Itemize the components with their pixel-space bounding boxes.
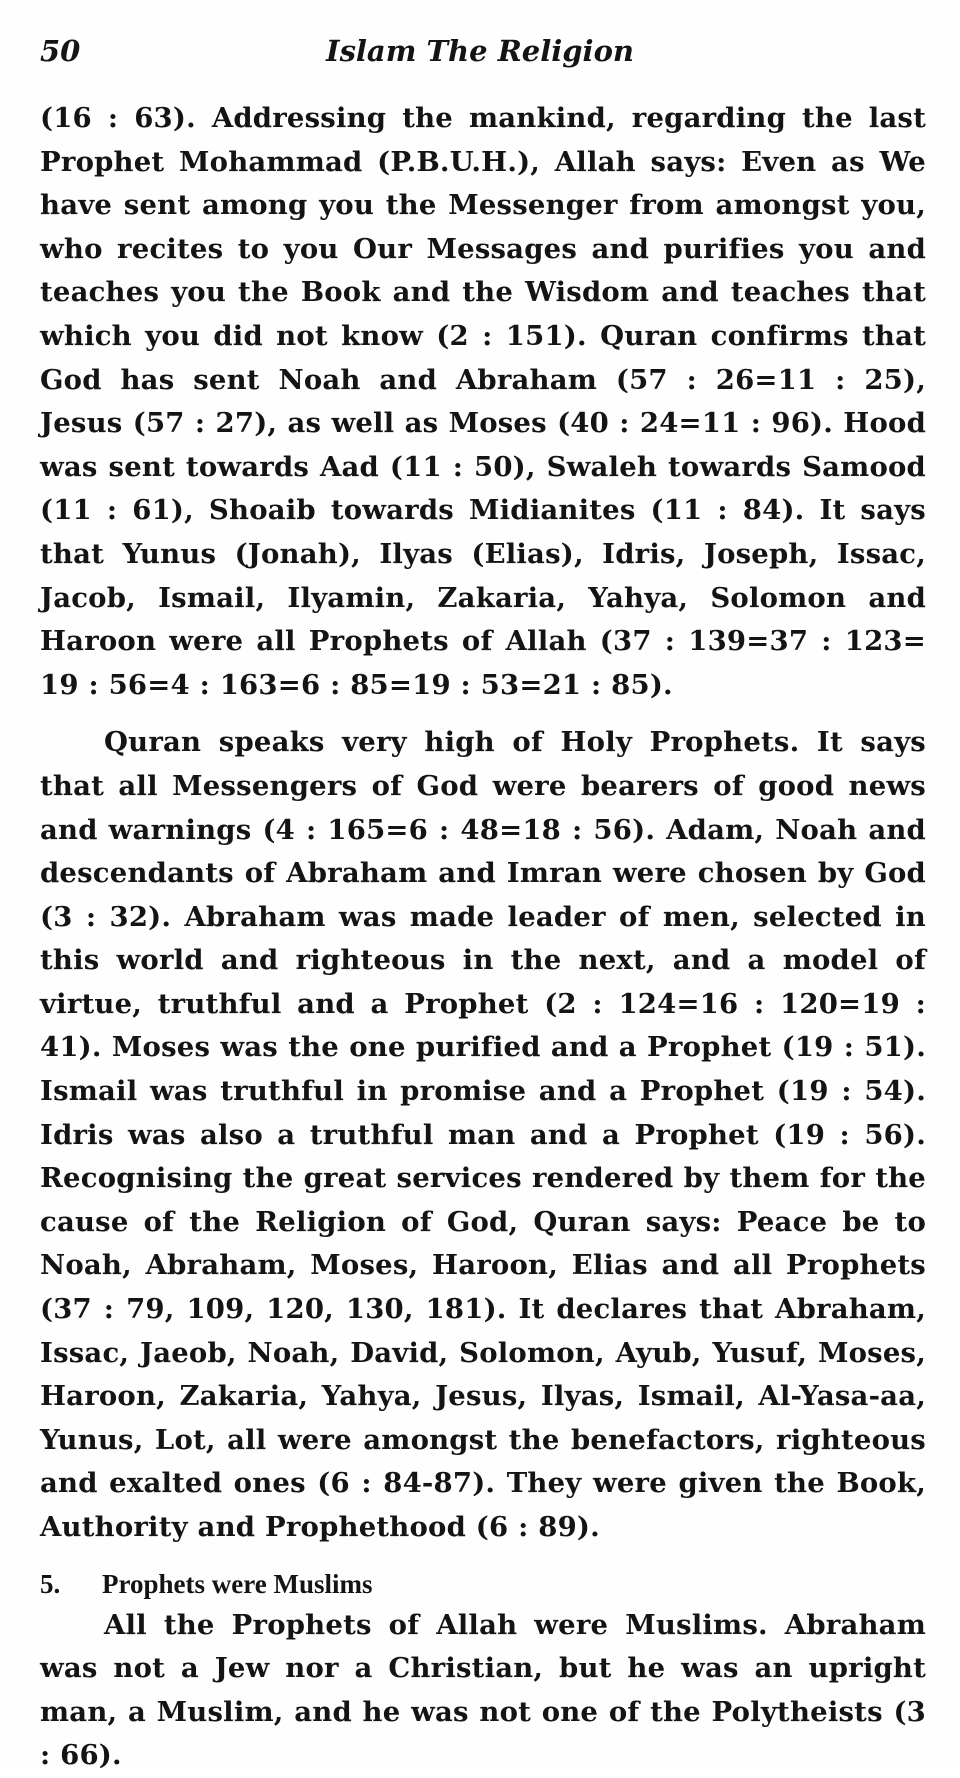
section-number: 5.	[40, 1568, 61, 1599]
page-number: 50	[40, 34, 81, 68]
body-text	[40, 97, 926, 1778]
paragraph-prophets-praised: Quran speaks very high of Holy Prophets. It says that all Messengers of God were bearers of good news and warnings (4 : 165=6 : 48=18 : 56). Adam, Noah and descendants of Abraham and Imran were chosen by God (3 : 32). Abraham was made leader of men, selected in this world and righteous in the next, and a model of virtue, truthful and a Prophet (2 : 124=16 : 120=19 : 41). Moses was the one purified and a Prophet (19 : 51). Ismail was truthful in promise and a Prophet (19 : 54). Idris was also a truthful man and a Prophet (19 : 56). Recognising the great services rendered by them for the cause of the Religion of God, Quran says: Peace be to Noah, Abraham, Moses, Haroon, Elias and all Prophets (37 : 79, 109, 120, 130, 181). It declares that Abraham, Issac, Jaeob, Noah, David, Solomon, Ayub, Yusuf, Moses, Haroon, Zakaria, Yahya, Jesus, Ilyas, Ismail, Al-Yasa-aa, Yunus, Lot, all were amongst the benefactors, righteous and exalted ones (6 : 84-87). They were given the Book, Authority and Prophethood (6 : 89).	[40, 726, 926, 1543]
page-header	[40, 34, 920, 82]
paragraph-prophets-sent: (16 : 63). Addressing the mankind, regarding the last Prophet Mohammad (P.B.U.H.), Allah says: Even as We have sent among you the Messenger from amongst you, who recites to you Our Messages and purifies you and teaches you the Book and the Wisdom and teaches that which you did not know (2 : 151). Quran confirms that God has sent Noah and Abraham (57 : 26=11 : 25), Jesus (57 : 27), as well as Moses (40 : 24=11 : 96). Hood was sent towards Aad (11 : 50), Swaleh towards Samood (11 : 61), Shoaib towards Midianites (11 : 84). It says that Yunus (Jonah), Ilyas (Elias), Idris, Joseph, Issac, Jacob, Ismail, Ilyamin, Zakaria, Yahya, Solomon and Haroon were all Prophets of Allah (37 : 139=37 : 123= 19 : 56=4 : 163=6 : 85=19 : 53=21 : 85).	[40, 102, 926, 701]
section-heading	[40, 1564, 926, 1604]
paragraph-prophets-muslims: All the Prophets of Allah were Muslims. Abraham was not a Jew nor a Christian, but he was an upright man, a Muslim, and he was not one of the Polytheists (3 : 66).	[40, 1608, 926, 1772]
running-title: Islam The Religion	[326, 34, 634, 68]
section-title: Prophets were Muslims	[102, 1568, 373, 1599]
